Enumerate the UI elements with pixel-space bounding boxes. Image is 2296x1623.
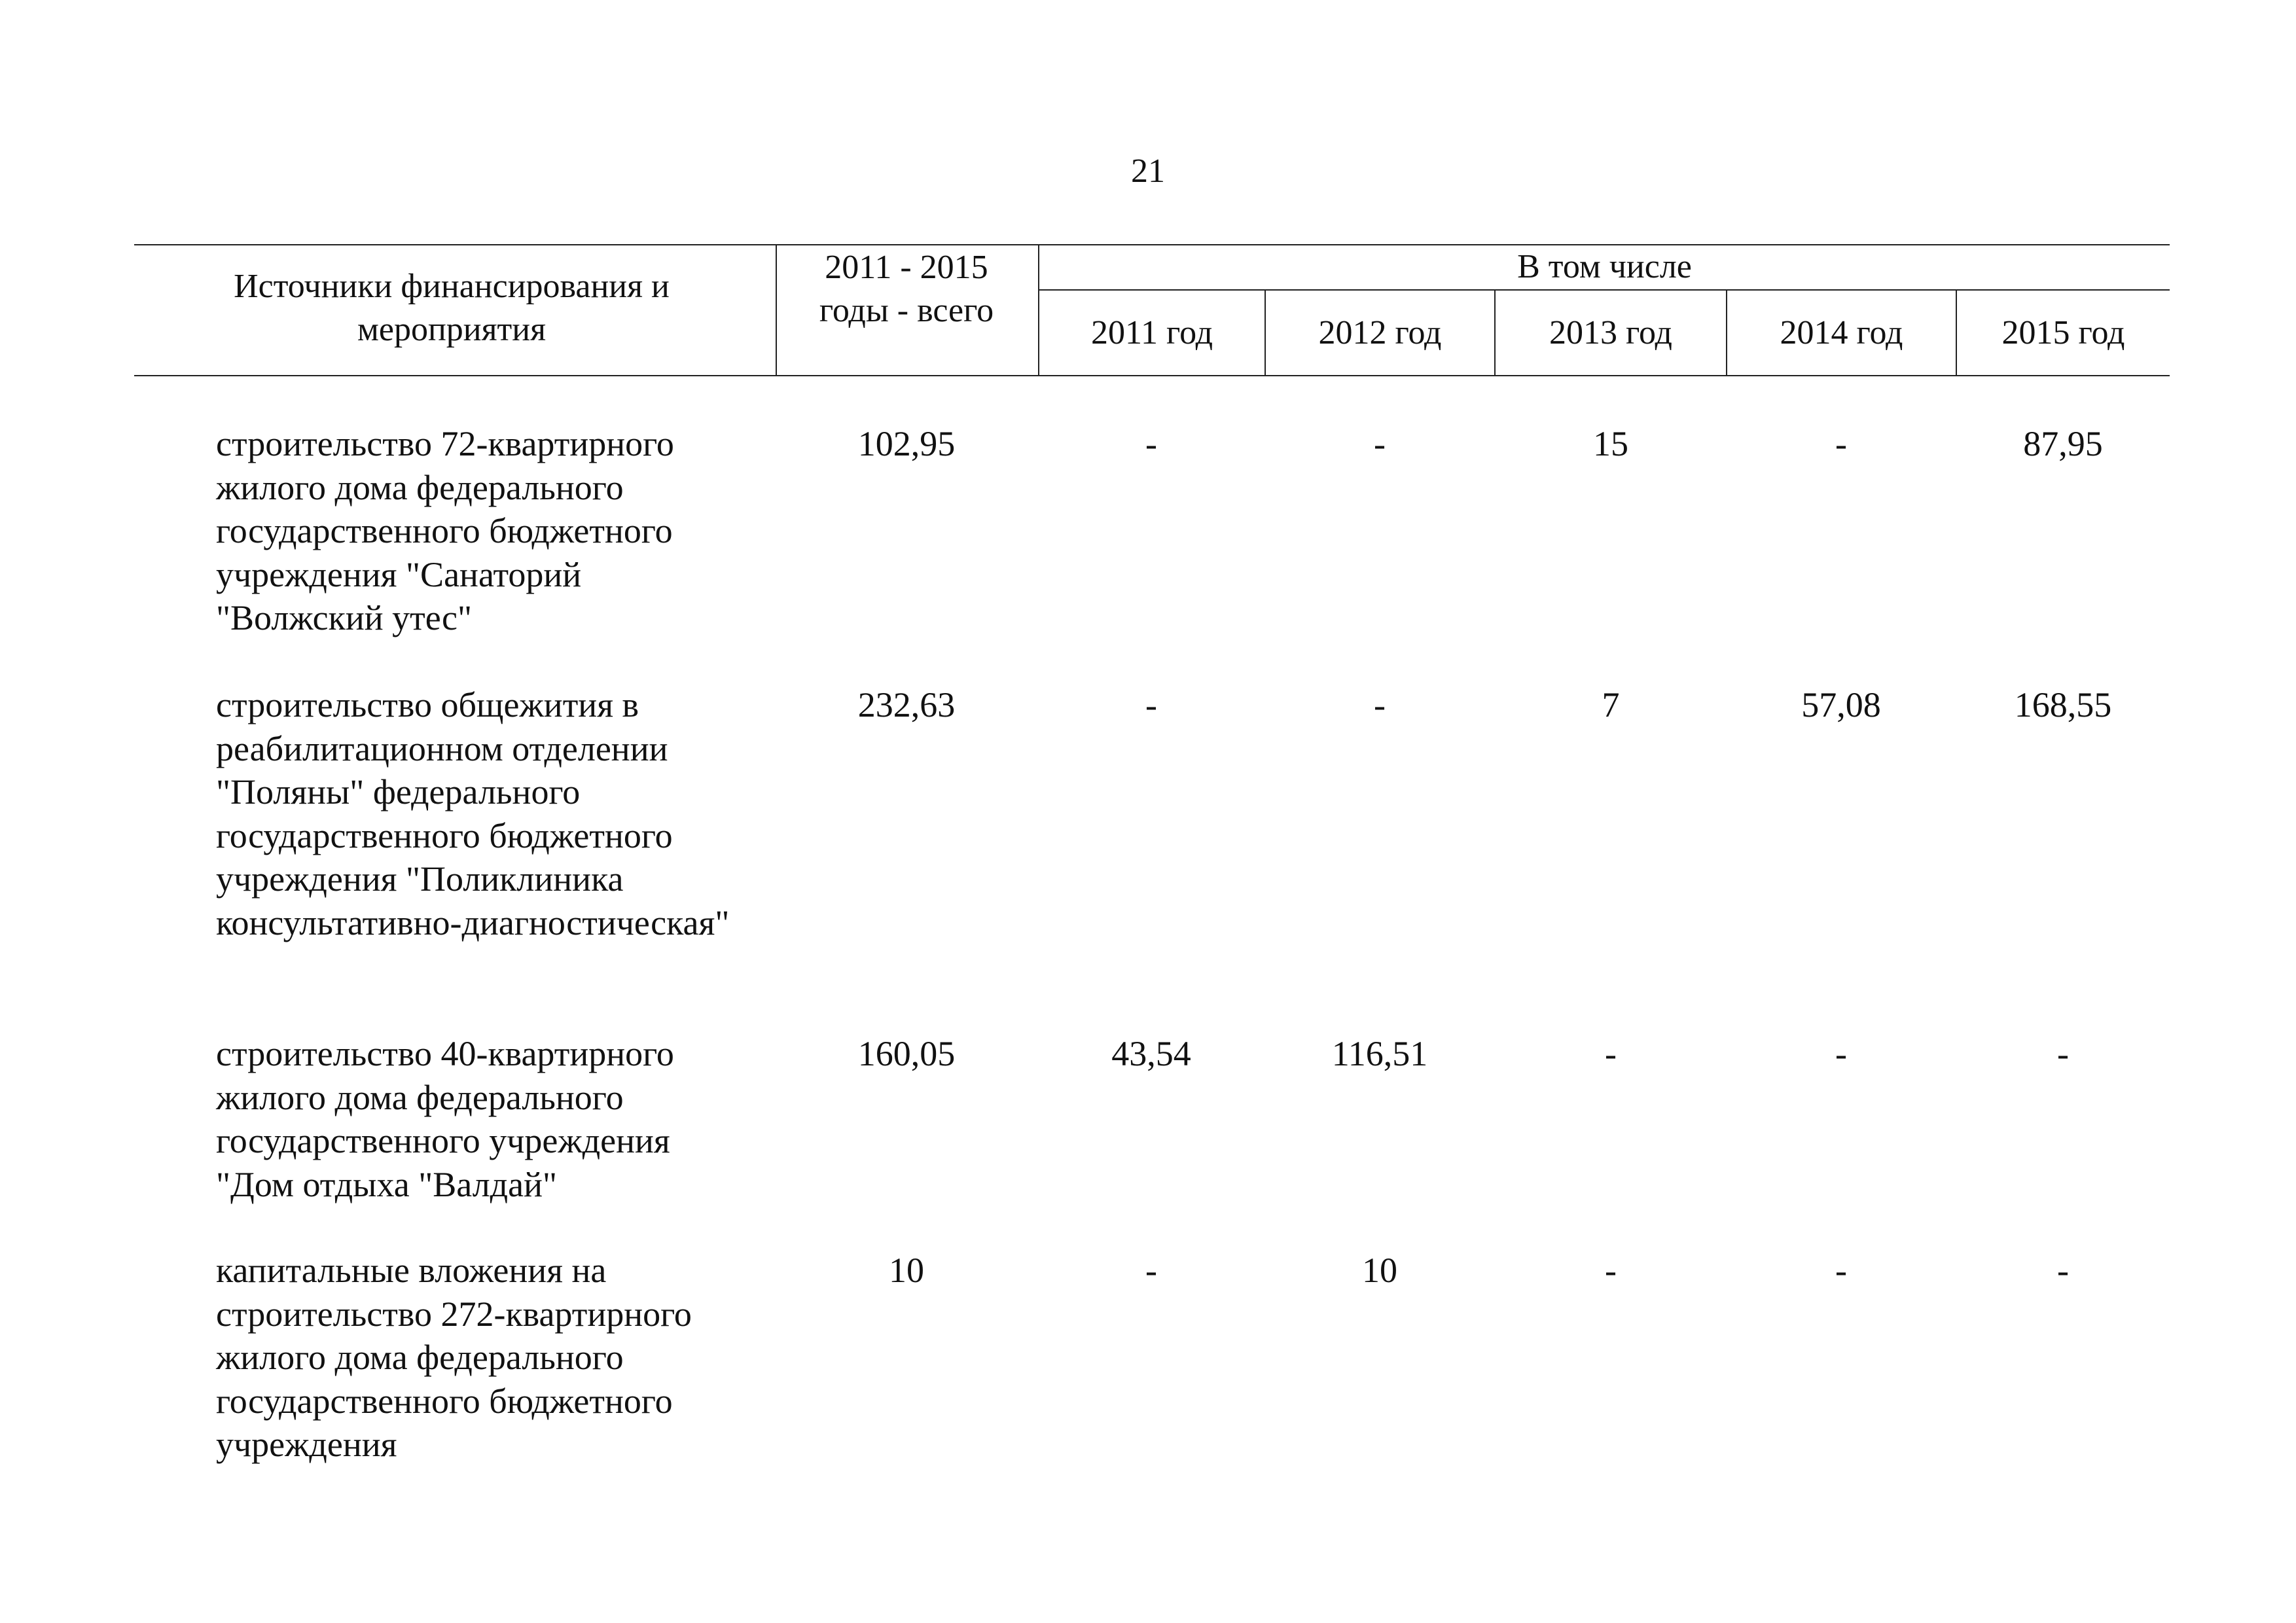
header-year-2015: 2015 год (2001, 314, 2125, 351)
row-value-2011: 43,54 (1111, 1034, 1191, 1073)
header-bottom-rule (134, 375, 2170, 376)
row-total: 102,95 (857, 424, 956, 463)
row-value-2014: - (1835, 424, 1847, 463)
row-value-2014: - (1835, 1034, 1847, 1073)
row-description: строительство 72-квартирного жилого дома федерального государственного бюджетного учреждения "Санаторий "Волжский утес" (216, 424, 674, 637)
row-value-2015: - (2057, 1034, 2069, 1073)
row-value-2015: 87,95 (2023, 424, 2103, 463)
row-value-2011: - (1145, 685, 1157, 724)
header-year-2014: 2014 год (1780, 314, 1903, 351)
row-value-2015: - (2057, 1251, 2069, 1290)
table-top-rule (134, 244, 2170, 245)
row-value-2012: - (1374, 685, 1386, 724)
header-total-column: 2011 - 2015 годы - всего (819, 249, 994, 329)
header-source-column: Источники финансирования и мероприятия (234, 268, 670, 348)
row-value-2014: 57,08 (1801, 685, 1881, 724)
row-description: капитальные вложения на строительство 272-квартирного жилого дома федерального государственного бюджетного учреждения (216, 1251, 692, 1464)
row-value-2012: 116,51 (1331, 1034, 1428, 1073)
header-group-label: В том числе (1517, 248, 1692, 285)
row-total: 10 (889, 1251, 924, 1290)
header-year-2012: 2012 год (1318, 314, 1442, 351)
row-value-2013: - (1605, 1251, 1617, 1290)
row-value-2012: 10 (1362, 1251, 1397, 1290)
row-total: 160,05 (857, 1034, 956, 1073)
row-value-2015: 168,55 (2014, 685, 2112, 724)
page-number: 21 (1131, 152, 1165, 190)
row-value-2011: - (1145, 424, 1157, 463)
row-description: строительство 40-квартирного жилого дома федерального государственного учреждения "Дом отдыха "Валдай" (216, 1034, 674, 1204)
row-value-2013: 7 (1602, 685, 1620, 724)
row-description: строительство общежития в реабилитационном отделении "Поляны" федерального государственного бюджетного учреждения "Поликлиника консультативно-диагностическая" (216, 685, 730, 942)
row-value-2013: 15 (1593, 424, 1628, 463)
row-value-2014: - (1835, 1251, 1847, 1290)
row-value-2012: - (1374, 424, 1386, 463)
group-subheader-rule (1039, 289, 2170, 291)
row-value-2013: - (1605, 1034, 1617, 1073)
column-divider (776, 244, 777, 376)
header-year-2013: 2013 год (1549, 314, 1672, 351)
row-total: 232,63 (857, 685, 956, 724)
header-year-2011: 2011 год (1090, 314, 1213, 351)
row-value-2011: - (1145, 1251, 1157, 1290)
